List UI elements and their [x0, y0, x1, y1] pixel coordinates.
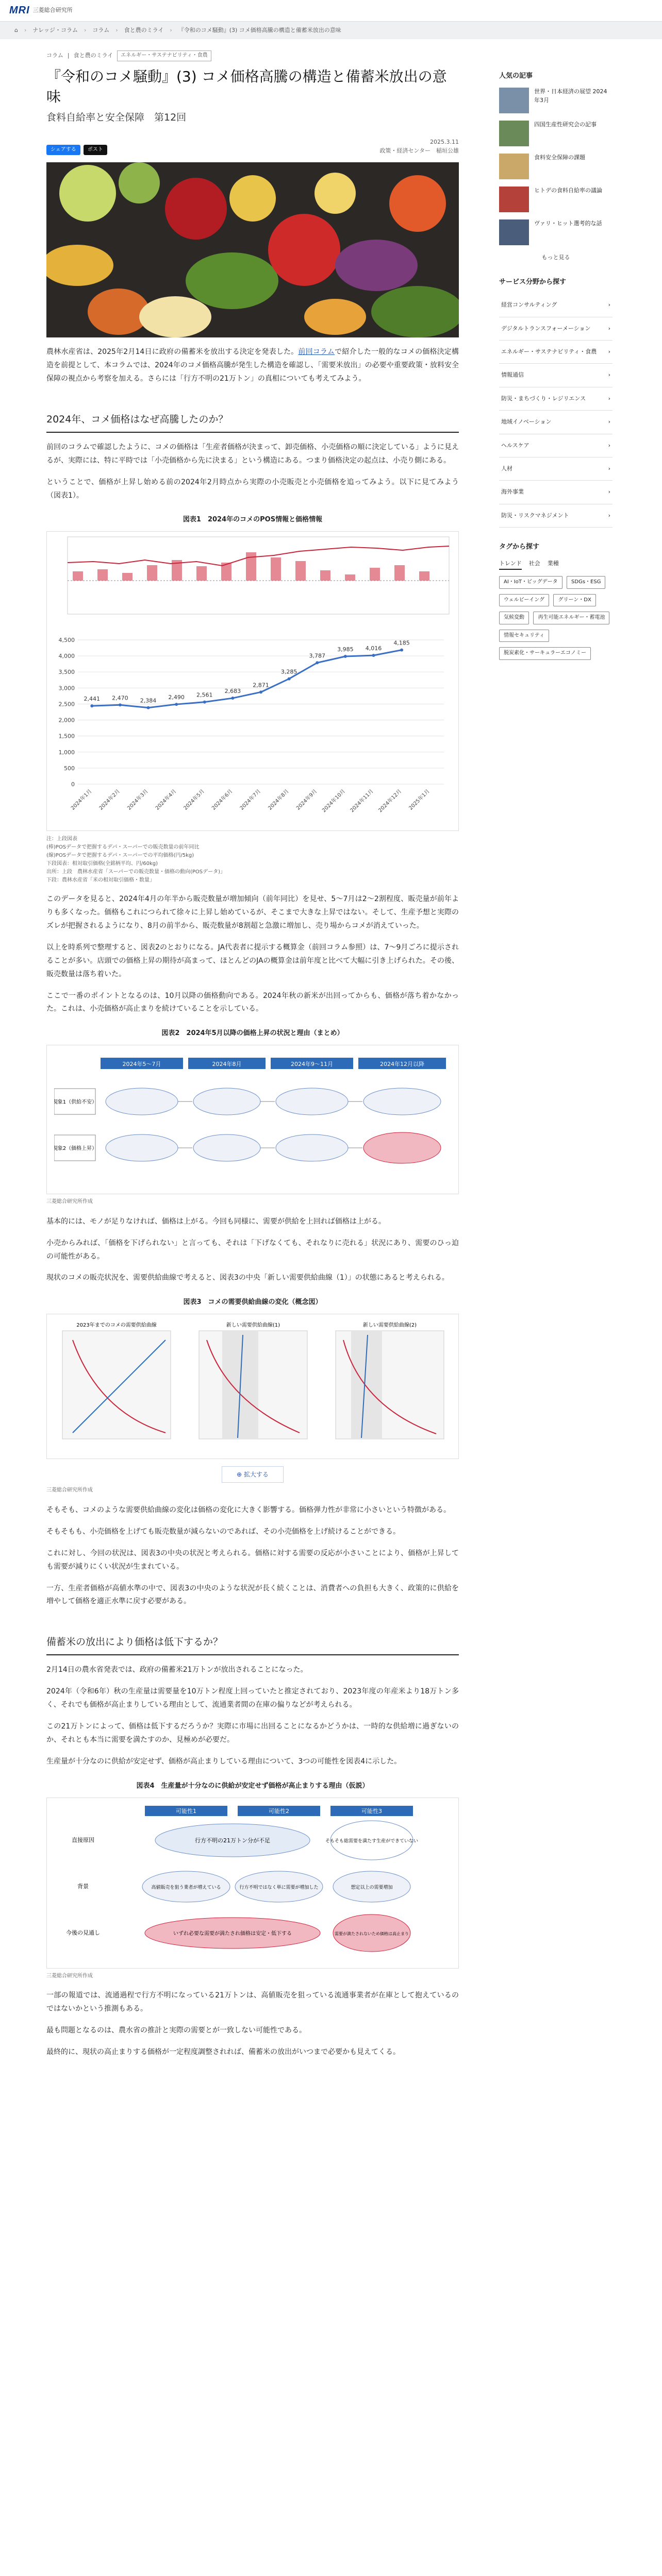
service-link[interactable]: ヘルスケア › — [499, 434, 613, 457]
column-label: 可能性1 — [176, 1807, 196, 1815]
paragraph: このデータを見ると、2024年4月の年半から販売数量が増加傾向（前年同比）を見せ、5～7月は2～2割程度、販売量が前年よりも多くなった。価格もこれにつられて徐々に上昇し始めているが、そこまで大きな上昇ではない。そして、生産予想と実際のズレが把握されるようになり、8月の前半から、販売数量が8割超と急激に増加し、売り場からコメが消えていった。 — [46, 895, 459, 930]
y-tick-label: 2,500 — [58, 701, 75, 708]
paragraph: この21万トンによって、価格は低下するだろうか？実際に市場に出回ることになるかどうかは、一時的な供給増に過ぎないのか、それとも本当に需要を満たすのか、見極めが必要だ。 — [46, 1722, 459, 1744]
tag-chip[interactable]: 情報セキュリティ — [499, 630, 549, 642]
pos-chart — [47, 532, 458, 624]
popular-article[interactable]: ヴァリ・ヒット選考的な話 — [499, 219, 613, 245]
figure-2 — [46, 1045, 459, 1194]
paragraph: 最も問題となるのは、農水省の推計と実際の需要とが一致しない可能性である。 — [46, 2026, 306, 2035]
paragraph: 2024年（令和6年）秋の生産量は需要量を10万トン程度上回っていたと推定されており、2023年度の年産米より18万トン多く、それでも価格が高止まりしている理由として、流通業者間の在庫の偏りなどが考えられる。 — [46, 1687, 459, 1709]
row-label: 直接原因 — [72, 1836, 94, 1843]
page-title: 『令和のコメ騒動』(3) コメ価格高騰の構造と備蓄米放出の意味 — [46, 67, 447, 105]
popular-article[interactable]: 世界・日本経済の展望 2024年3月 — [499, 88, 613, 113]
paragraph: 前回のコラムで確認したように、コメの価格は「生産者価格が決まって、卸売価格、小売価格の順に決定している」ように見えるが、実際には、特に平時では「小売価格から先に決まる」という構造にある。つまり価格決定の起点は、小売り側にある。 — [46, 443, 459, 465]
paragraph: ここで一番のポイントとなるのは、10月以降の価格動向である。2024年秋の新米が出回ってからも、価格が落ち着かなかった。これは、小売価格が高止まりを続けていることを示している。 — [46, 991, 459, 1013]
figure-4 — [46, 1798, 459, 1969]
publish-date: 2025.3.11 — [430, 139, 459, 146]
pos-bar — [345, 574, 355, 581]
paragraph: 以上を時系列で整理すると、図表2のとおりになる。JA代表者に提示する概算金（前回コラム参照）は、7～9月ごろに提示されることが多い。店頭での価格上昇の期待が高まって、ほとんどのJAの概算金は前年度と比べて大幅に引き上げられた。その後、販売数量は落ち着いた。 — [46, 943, 459, 978]
tag-chip[interactable]: AI・IoT・ビッグデータ — [499, 576, 562, 589]
service-link[interactable]: 防災・リスクマネジメント › — [499, 504, 613, 528]
vegetables-photo — [46, 162, 459, 337]
zoom-button[interactable]: ⊕ 拡大する — [222, 1466, 284, 1483]
category-label[interactable]: コラム — [46, 52, 63, 59]
popular-article[interactable]: ヒトデの食料自給率の議論 — [499, 187, 613, 212]
tag-chip[interactable]: 再生可能エネルギー・蓄電池 — [533, 612, 609, 624]
pos-bar — [122, 573, 133, 581]
figure-notes: 注：上段図表 (棒)POSデータで把握するデパ・スーパーでの販売数量の前年同比 (線)POSデータで把握するデパ・スーパーでの平均価格(円/5kg) 下段図表：相対取引価格(全銘柄平均、円/60kg) 出所：上段 農林水産省「スーパーでの販売数量・価格の動向(POSデータ)」 下段：農林水産省「米の相対取引価格・数量」 — [46, 836, 226, 884]
paragraph: 2月14日の農水省発表では、政府の備蓄米21万トンが放出されることになった。 — [46, 1666, 308, 1674]
figure-source: 三菱総合研究所作成 — [46, 1487, 93, 1494]
pos-bar — [73, 571, 83, 581]
popular-article[interactable]: 食料安全保障の課題 — [499, 154, 613, 179]
tag-tabs — [499, 558, 613, 570]
data-label: 3,787 — [309, 652, 325, 659]
price-point — [372, 654, 375, 657]
article-main — [46, 39, 459, 2059]
x-post-button[interactable]: ポスト — [84, 145, 107, 156]
period-label: 2024年5～7月 — [122, 1061, 161, 1068]
figure-title: 図表4 生産量が十分なのに供給が安定せず価格が高止まりする理由（仮説） — [136, 1782, 369, 1790]
tag-list — [499, 575, 613, 664]
service-link[interactable]: 経営コンサルティング › — [499, 294, 613, 317]
paragraph: 基本的には、モノが足りなければ、価格は上がる。今回も同様に、需要が供給を上回れば価格は上がる。 — [46, 1217, 386, 1226]
y-tick-label: 4,000 — [58, 653, 75, 660]
service-link[interactable]: 情報通信 › — [499, 364, 613, 387]
x-tick-label: 2024年12月 — [377, 788, 403, 814]
paragraph: 生産量が十分なのに供給が安定せず、価格が高止まりしている理由について、3つの可能性を図表4に示した。 — [46, 1757, 402, 1766]
x-tick-label: 2024年11月 — [349, 788, 375, 814]
supply-demand-diagram — [52, 1319, 453, 1448]
y-tick-label: 3,000 — [58, 685, 75, 692]
y-tick-label: 0 — [71, 781, 75, 788]
column-label: 可能性2 — [269, 1807, 289, 1815]
pos-bar — [97, 569, 108, 581]
x-tick-label: 2024年3月 — [126, 788, 150, 812]
data-label: 2,561 — [196, 691, 213, 699]
facebook-share-button[interactable]: シェアする — [46, 145, 80, 156]
pos-bar — [320, 570, 330, 581]
popular-heading: 人気の記事 — [499, 72, 533, 80]
paragraph: 小売からみれば、「価格を下げられない」と言っても、それは「下げなくても、それなりに売れる」状況にあり、需要のひっ迫の可能性がある。 — [46, 1239, 459, 1261]
pos-bar — [147, 565, 157, 581]
price-point — [288, 677, 291, 681]
price-point — [400, 649, 403, 652]
paragraph: 現状のコメの販売状況を、需要供給曲線で考えると、図表3の中央「新しい需要供給曲線（1）」の状態にあると考えられる。 — [46, 1274, 449, 1282]
section-heading: 2024年、コメ価格はなぜ高騰したのか？ — [46, 411, 459, 433]
x-tick-label: 2025年1月 — [408, 788, 431, 812]
price-point — [147, 706, 150, 709]
intro-paragraph: 農林水産省は、2025年2月14日に政府の備蓄米を放出する決定を発表した。前回コラムで紹介した一般的なコメの価格決定構造を前提として、本コラムでは、2024年のコメ価格高騰が発生した構造を確認し、「需要米放出」の必要や重要政策・放料安全保障の視点から考察を加える。さらには「行方不明の21万トン」の真相についても考えてみよう。 — [46, 348, 459, 383]
section-heading: 備蓄米の放出により価格は低下するか？ — [46, 1633, 459, 1655]
x-tick-label: 2024年10月 — [321, 788, 346, 814]
diagram-text: いずれ必要な需要が満たされ価格は安定・低下する — [173, 1930, 292, 1937]
site-logo-sub: 三菱総合研究所 — [32, 7, 73, 14]
pos-bar — [196, 566, 207, 581]
breadcrumb-item[interactable]: コラム — [92, 26, 110, 33]
service-link[interactable]: エネルギー・サステナビリティ・食農 › — [499, 341, 613, 364]
data-label: 2,441 — [84, 696, 101, 703]
page-subtitle: 食料自給率と安全保障 第12回 — [46, 111, 187, 123]
data-label: 3,985 — [337, 646, 354, 653]
row-label: 背景 — [77, 1883, 89, 1890]
panel-title: 新しい需要供給曲線(2) — [362, 1323, 417, 1329]
previous-column-link[interactable]: 前回コラム — [298, 348, 335, 357]
figure-3 — [46, 1314, 459, 1459]
row-label: 現象2（価格上昇） — [54, 1146, 97, 1152]
row-label: 現象1（供給不安） — [54, 1099, 97, 1106]
service-link[interactable]: 地域イノベーション › — [499, 411, 613, 434]
y-tick-label: 500 — [64, 765, 75, 772]
breadcrumb-item[interactable]: ナレッジ・コラム — [32, 26, 78, 33]
series-label[interactable]: 食と農のミライ — [73, 52, 113, 59]
home-icon[interactable]: ⌂ — [14, 26, 18, 33]
y-tick-label: 2,000 — [58, 717, 75, 724]
data-label: 3,285 — [280, 668, 297, 675]
price-point — [231, 697, 234, 700]
y-tick-label: 1,500 — [58, 733, 75, 740]
pos-bar — [271, 557, 281, 581]
paragraph: 一部の報道では、流通過程で行方不明になっている21万トンは、高値販売を狙っている流通事業者が在庫として抱えているのではないかという推測もある。 — [46, 1991, 459, 2013]
x-tick-label: 2024年4月 — [154, 788, 178, 812]
period-label: 2024年8月 — [212, 1061, 242, 1068]
breadcrumb-item[interactable]: 食と農のミライ — [124, 26, 164, 33]
sidebar — [499, 39, 613, 2059]
x-tick-label: 2024年8月 — [267, 788, 290, 812]
tag-chip[interactable]: 気候変動 — [499, 612, 529, 624]
tag-chip[interactable]: ウェルビーイング — [499, 594, 549, 607]
diagram-text: 行方不明ではなく単に需要が増加した — [239, 1885, 319, 1890]
price-point — [316, 662, 319, 665]
tab-trend[interactable]: トレンド — [499, 558, 522, 570]
site-header — [0, 0, 662, 22]
period-label: 2024年12月以降 — [380, 1061, 424, 1068]
author: 政策・経済センター 稲垣公雄 — [379, 147, 459, 154]
panel-title: 2023年までのコメの需要供給曲線 — [76, 1323, 157, 1329]
y-tick-label: 4,500 — [58, 637, 75, 644]
breadcrumb: ⌂ › ナレッジ・コラム › コラム › 食と農のミライ › 『令和のコメ騒動』(3) コメ価格高騰の構造と備蓄米放出の意味 — [0, 22, 662, 39]
data-label: 2,871 — [253, 682, 269, 689]
panel-title: 新しい需要供給曲線(1) — [226, 1323, 280, 1329]
tag-chip[interactable]: 脱炭素化・サーキュラーエコノミー — [499, 647, 591, 660]
price-point — [344, 655, 347, 658]
service-link[interactable]: 海外事業 › — [499, 481, 613, 504]
tag-chip[interactable]: SDGs・ESG — [567, 576, 605, 589]
site-logo[interactable]: MRI — [9, 5, 30, 16]
tab-society[interactable]: 社会 — [528, 560, 540, 567]
paragraph: 最終的に、現状の高止まりする価格が一定程度調整されれば、備蓄米の放出がいつまで必要かも見えてくる。 — [46, 2047, 400, 2056]
paragraph: ということで、価格が上昇し始める前の2024年2月時点から実際の小売販売と小売価格を追ってみよう。以下に見てみよう（図表1）。 — [46, 478, 459, 500]
tab-industry[interactable]: 業種 — [547, 560, 559, 567]
tag-chip[interactable]: グリーン・DX — [553, 594, 595, 607]
figure-title: 図表1 2024年のコメのPOS情報と価格情報 — [183, 516, 323, 524]
diagram-text: 想定以上の需要増加 — [351, 1885, 393, 1890]
popular-article[interactable]: 四国生産性研究会の記事 — [499, 121, 613, 146]
x-tick-label: 2024年2月 — [98, 788, 122, 812]
more-link[interactable]: もっと見る — [541, 254, 570, 261]
figure-title: 図表2 2024年5月以降の価格上昇の状況と理由（まとめ） — [161, 1029, 344, 1038]
diagram-text: 行方不明の21万トン分が不足 — [195, 1837, 270, 1844]
column-label: 可能性3 — [361, 1807, 382, 1815]
service-link[interactable]: 防災・まちづくり・レジリエンス › — [499, 387, 613, 411]
x-tick-label: 2024年1月 — [70, 788, 93, 812]
diagram-text: 高値販売を狙う業者が増えている — [151, 1885, 221, 1890]
breadcrumb-current: 『令和のコメ騒動』(3) コメ価格高騰の構造と備蓄米放出の意味 — [178, 26, 341, 33]
zoom-icon: ⊕ — [237, 1471, 244, 1479]
service-link[interactable]: デジタルトランスフォーメーション › — [499, 317, 613, 341]
x-tick-label: 2024年6月 — [211, 788, 234, 812]
price-point — [90, 704, 93, 707]
pos-bar — [394, 565, 405, 581]
data-label: 4,016 — [365, 645, 382, 652]
data-label: 2,384 — [140, 697, 157, 704]
data-label: 2,683 — [224, 688, 241, 695]
service-link[interactable]: 人材 › — [499, 457, 613, 481]
data-label: 2,490 — [168, 694, 185, 701]
share-buttons — [46, 145, 107, 156]
article-tags: コラム | 食と農のミライ エネルギー・サステナビリティ・食農 — [46, 50, 459, 61]
diagram-text: 需要が満たされないため価格は高止まり — [335, 1931, 409, 1936]
paragraph: そもそもも、小売価格を上げても販売数量が減らないのであれば、その小売価格を上げ続けることができる。 — [46, 1527, 400, 1536]
hero-image — [46, 162, 459, 337]
y-tick-label: 3,500 — [58, 669, 75, 676]
data-label: 2,470 — [112, 694, 128, 702]
period-label: 2024年9～11月 — [291, 1061, 333, 1068]
price-point — [259, 691, 262, 694]
paragraph: これに対し、今回の状況は、図表3の中央の状況と考えられる。価格に対する需要の反応が小さいことにより、価格が上昇しても需要が減りにくい状況が生まれている。 — [46, 1549, 459, 1571]
series-tag[interactable]: エネルギー・サステナビリティ・食農 — [117, 50, 211, 61]
price-point — [203, 701, 206, 704]
timeline-diagram — [54, 1053, 451, 1181]
figure-title: 図表3 コメの需要供給曲線の変化（概念図） — [183, 1298, 322, 1307]
diagram-text: そもそも総需要を満たす生産ができていない — [325, 1838, 419, 1844]
paragraph: 一方、生産者価格が高値水準の中で、図表3の中央のような状況が長く続くことは、消費者への負担も大きく、政策的に供給を増やして価格を適正水準に戻す必要がある。 — [46, 1584, 459, 1606]
price-point — [175, 703, 178, 706]
pos-bar — [419, 571, 429, 581]
figure-source: 三菱総合研究所作成 — [46, 1199, 93, 1205]
paragraph: そもそも、コメのような需要供給曲線の変化は価格の変化に大きく影響する。価格弾力性が非常に小さいという特徴がある。 — [46, 1505, 451, 1514]
x-tick-label: 2024年9月 — [295, 788, 319, 812]
x-tick-label: 2024年5月 — [183, 788, 206, 812]
price-chart — [47, 630, 458, 825]
services-heading: サービス分野から探す — [499, 278, 567, 286]
figure-source: 三菱総合研究所作成 — [46, 1973, 93, 1979]
pos-bar — [370, 568, 380, 581]
row-label: 今後の見通し — [66, 1929, 100, 1936]
price-series-line — [92, 650, 402, 708]
pos-bar — [295, 561, 306, 581]
x-tick-label: 2024年7月 — [239, 788, 262, 812]
hypothesis-diagram — [52, 1803, 453, 1958]
tags-heading: タグから探す — [499, 543, 540, 551]
figure-1 — [46, 531, 459, 831]
y-tick-label: 1,000 — [58, 749, 75, 756]
data-label: 4,185 — [393, 639, 410, 647]
price-point — [119, 704, 122, 707]
